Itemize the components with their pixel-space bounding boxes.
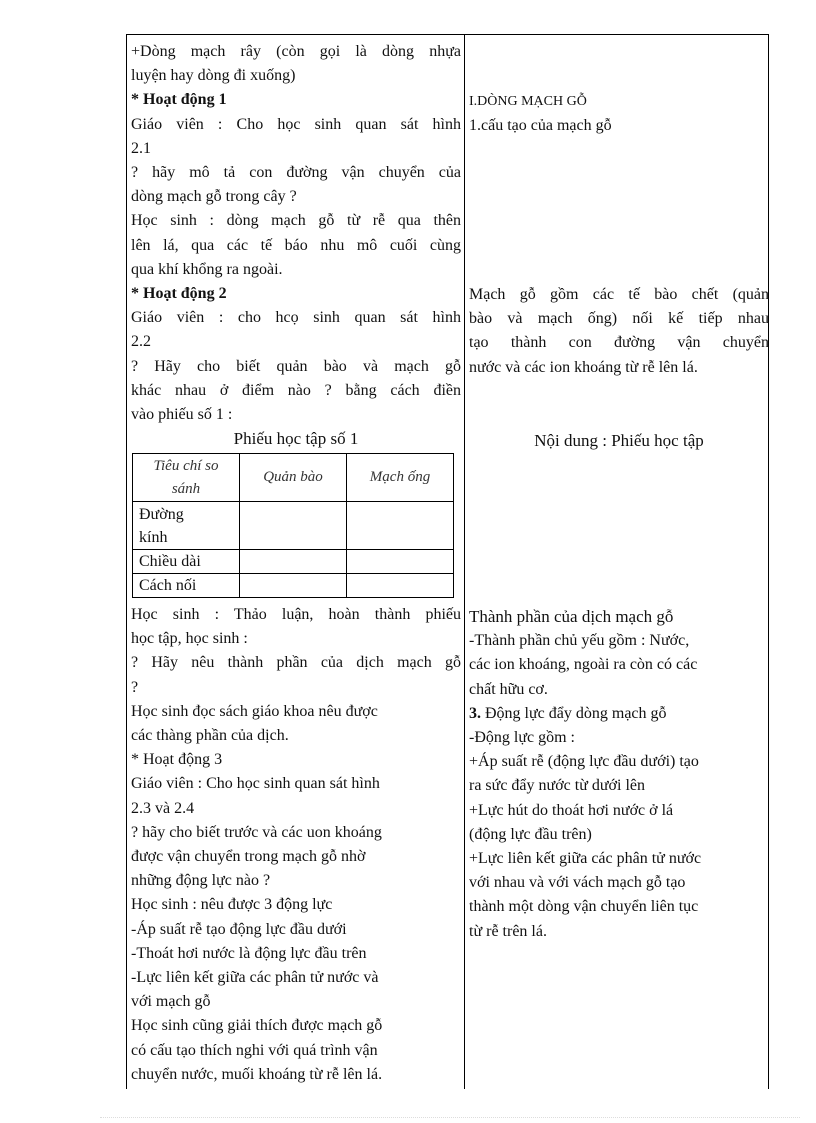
table-row [133,574,454,598]
table-cell [347,550,454,574]
right-line: với nhau và với vách mạch gỗ tạo [469,874,686,892]
table-cell [347,574,454,598]
left-line: những động lực nào ? [131,872,271,890]
section-title: Thành phần của dịch mạch gỗ [469,607,674,626]
left-line: lên lá, qua các tế báo nhu mô cuối cùng [131,236,461,254]
left-line: Giáo viên : cho hcọ sinh quan sát hình [131,309,461,327]
table-row [133,550,454,574]
table-cell [240,574,347,598]
left-column-bottom [131,603,461,1087]
worksheet-title: Phiếu học tập số 1 [233,429,359,449]
left-line: Học sinh : nêu được 3 động lực [131,896,333,914]
section-subheading: 1.cấu tạo của mạch gỗ [469,117,612,135]
left-line: qua khí khổng ra ngoài. [131,260,283,278]
left-line: ? Hãy cho biết quản bào và mạch gỗ [131,357,461,375]
left-line: 2.2 [131,333,151,351]
table-left-border [126,34,127,1089]
right-line: +Lực liên kết giữa các phân tử nước [469,850,702,868]
left-line: 2.1 [131,139,151,157]
left-line: Giáo viên : Cho học sinh quan sát hình [131,775,380,793]
left-line: với mạch gỗ [131,993,211,1011]
left-line: luyện hay dòng đi xuống) [131,67,296,85]
activity-heading: * Hoạt động 1 [131,91,227,109]
right-line: bào và mạch ống) nối kế tiếp nhau [469,310,769,328]
right-line: thành một dòng vận chuyển liên tục [469,898,699,916]
table-row [133,502,454,550]
left-line: Học sinh : Thảo luận, hoàn thành phiếu [131,606,461,623]
left-line: ? hãy cho biết trước và các uon khoáng [131,823,382,841]
left-line: Học sinh : dòng mạch gỗ từ rễ qua thên [131,212,461,230]
left-line: 2.3 và 2.4 [131,799,195,817]
row-label: Đường kính [133,502,240,550]
right-line: tạo thành con đường vận chuyển [469,334,769,352]
right-line: ra sức đẩy nước từ dưới lên [469,777,646,795]
page-footer-line [100,1117,800,1118]
right-para1 [469,283,769,380]
left-line: có cấu tạo thích nghi với quá trình vận [131,1041,378,1059]
left-line: các thàng phần của dịch. [131,727,289,745]
right-line: -Động lực gồm : [469,729,575,747]
right-heading-block [469,90,769,138]
left-line: Học sinh cũng giải thích được mạch gỗ [131,1017,383,1035]
table-cell [347,502,454,550]
left-line: -Áp suất rễ tạo động lực đầu dưới [131,920,347,938]
row-label: Chiều dài [133,550,240,574]
left-line: Giáo viên : Cho học sinh quan sát hình [131,115,461,133]
section-title: 3. Động lực đẩy dòng mạch gỗ [469,704,667,722]
left-line: học tập, học sinh : [131,630,248,648]
content-note: Nội dung : Phiếu học tập [534,431,704,450]
header-mach-ong: Mạch ống [347,454,454,502]
right-line: (động lực đầu trên) [469,825,592,843]
right-line: +Lực hút do thoát hơi nước ở lá [469,801,674,819]
header-quan-bao: Quản bào [240,454,347,502]
header-criteria: Tiêu chí so sánh [133,454,240,502]
right-line: các ion khoáng, ngoài ra còn có các [469,656,698,674]
right-noidung [469,429,769,453]
table-cell [240,550,347,574]
left-line: +Dòng mạch rây (còn gọi là dòng nhựa [131,43,461,60]
table-middle-border [464,34,465,1089]
left-column [131,40,461,451]
right-line: Mạch gỗ gồm các tế bào chết (quản [469,286,769,303]
right-line: -Thành phần chủ yếu gồm : Nước, [469,632,690,650]
section-heading: I.DÒNG MẠCH GỖ [469,94,587,109]
right-section2 [469,605,769,944]
left-line: -Lực liên kết giữa các phân tử nước và [131,969,379,987]
left-line: Học sinh đọc sách giáo khoa nêu được [131,702,378,720]
right-line: nước và các ion khoáng từ rễ lên lá. [469,358,698,376]
left-line: ? Hãy nêu thành phần của dịch mạch gỗ [131,654,461,672]
left-line: được vận chuyển trong mạch gỗ nhờ [131,848,366,866]
right-line: chất hữu cơ. [469,680,548,698]
left-line: ? [131,678,139,696]
section-number: 3. [469,704,481,722]
table-header-row [133,454,454,502]
right-line: từ rễ trên lá. [469,922,547,940]
left-line: vào phiếu số 1 : [131,406,233,424]
right-line: +Áp suất rễ (động lực đầu dưới) tạo [469,753,699,771]
table-cell [240,502,347,550]
worksheet-table [132,453,454,598]
row-label: Cách nối [133,574,240,598]
left-line: chuyển nước, muối khoáng từ rễ lên lá. [131,1065,383,1083]
activity-heading: * Hoạt động 3 [131,751,223,769]
left-line: dòng mạch gỗ trong cây ? [131,188,297,206]
activity-heading: * Hoạt động 2 [131,285,227,303]
left-line: -Thoát hơi nước là động lực đầu trên [131,944,367,962]
left-line: khác nhau ở điểm nào ? bằng cách điền [131,381,461,399]
left-line: ? hãy mô tả con đường vận chuyển của [131,164,461,182]
table-top-border [126,34,769,35]
